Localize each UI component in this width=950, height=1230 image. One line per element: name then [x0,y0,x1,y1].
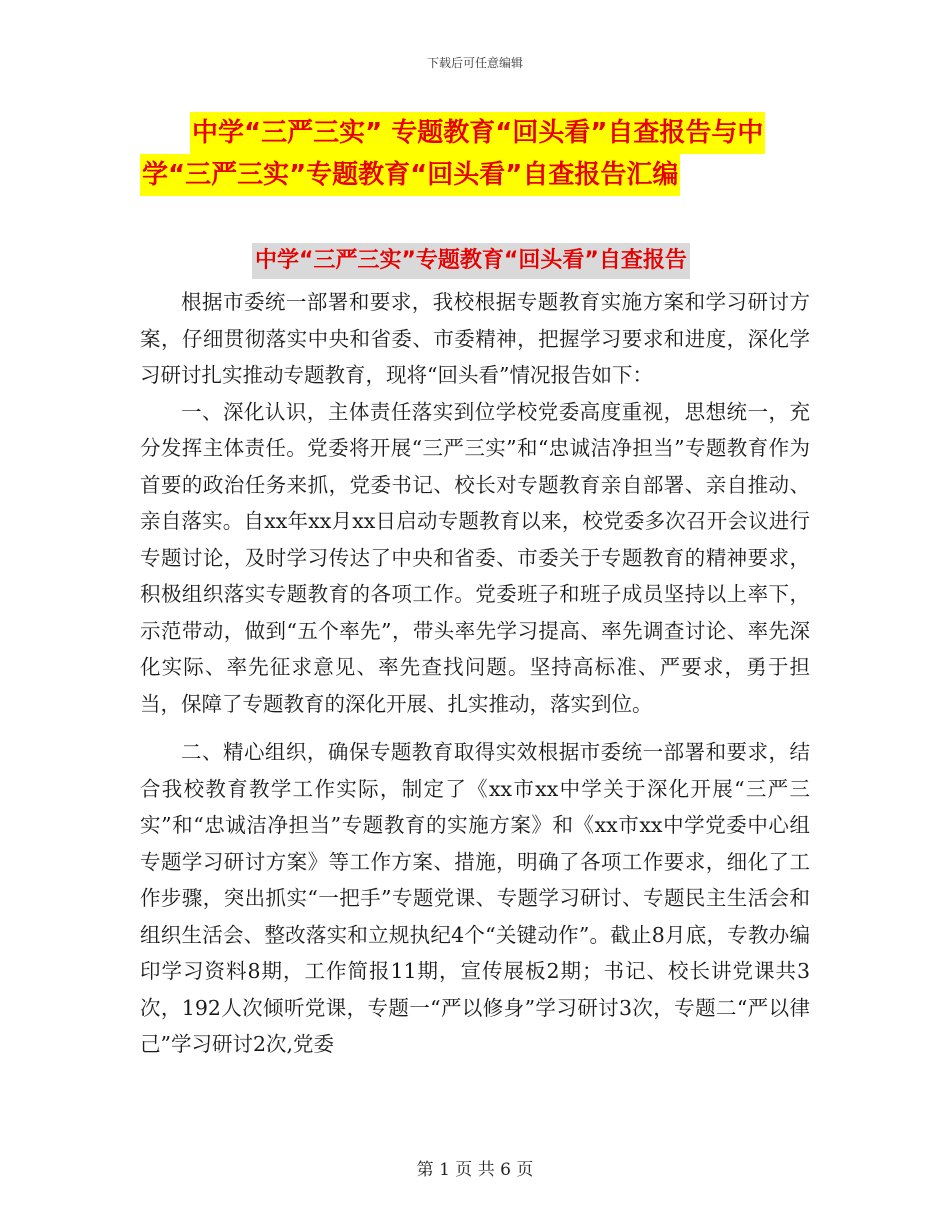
document-title [140,112,820,196]
section-title: 中学“三严三实”专题教育“回头看”自查报告 [252,243,690,279]
paragraph-part-one: 一、深化认识，主体责任落实到位学校党委高度重视，思想统一，充分发挥主体责任。党委将开展“三严三实”和“忠诚洁净担当”专题教育作为首要的政治任务来抓，党委书记、校长对专题教育亲自部署、亲自推动、亲自落实。自xx年xx月xx日启动专题教育以来，校党委多次召开会议进行专题讨论，及时学习传达了中央和省委、市委关于专题教育的精神要求，积极组织落实专题教育的各项工作。党委班子和班子成员坚持以上率下，示范带动，做到“五个率先”，带头率先学习提高、率先调查讨论、率先深化实际、率先征求意见、率先查找问题。坚持高标准、严要求，勇于担当，保障了专题教育的深化开展、扎实推动，落实到位。 [140,399,810,716]
document-title-line-2: 学“三严三实”专题教育“回头看”自查报告汇编 [140,154,680,196]
document-body [140,284,810,1063]
paragraph-part-two: 二、精心组织，确保专题教育取得实效根据市委统一部署和要求，结合我校教育教学工作实际，制定了《xx市xx中学关于深化开展“三严三实”和“忠诚洁净担当”专题教育的实施方案》和《xx市xx中学党委中心组专题学习研讨方案》等工作方案、措施，明确了各项工作要求，细化了工作步骤，突出抓实“一把手”专题党课、专题学习研讨、专题民主生活会和组织生活会、整改落实和立规执纪4个“关键动作”。截止8月底，专教办编印学习资料8期，工作简报11期，宣传展板2期；书记、校长讲党课共3次，192人次倾听党课，专题一“严以修身”学习研讨3次，专题二“严以律己”学习研讨2次,党委 [140,740,810,1056]
document-title-line-1: 中学“三严三实” 专题教育“回头看”自查报告与中 [190,112,765,154]
paragraph-intro: 根据市委统一部署和要求，我校根据专题教育实施方案和学习研讨方案，仔细贯彻落实中央和省委、市委精神，把握学习要求和进度，深化学习研讨扎实推动专题教育，现将“回头看”情况报告如下： [140,290,810,387]
page-header: 下载后可任意编辑 [426,56,523,70]
page-number: 第 1 页 共 6 页 [416,1160,534,1180]
